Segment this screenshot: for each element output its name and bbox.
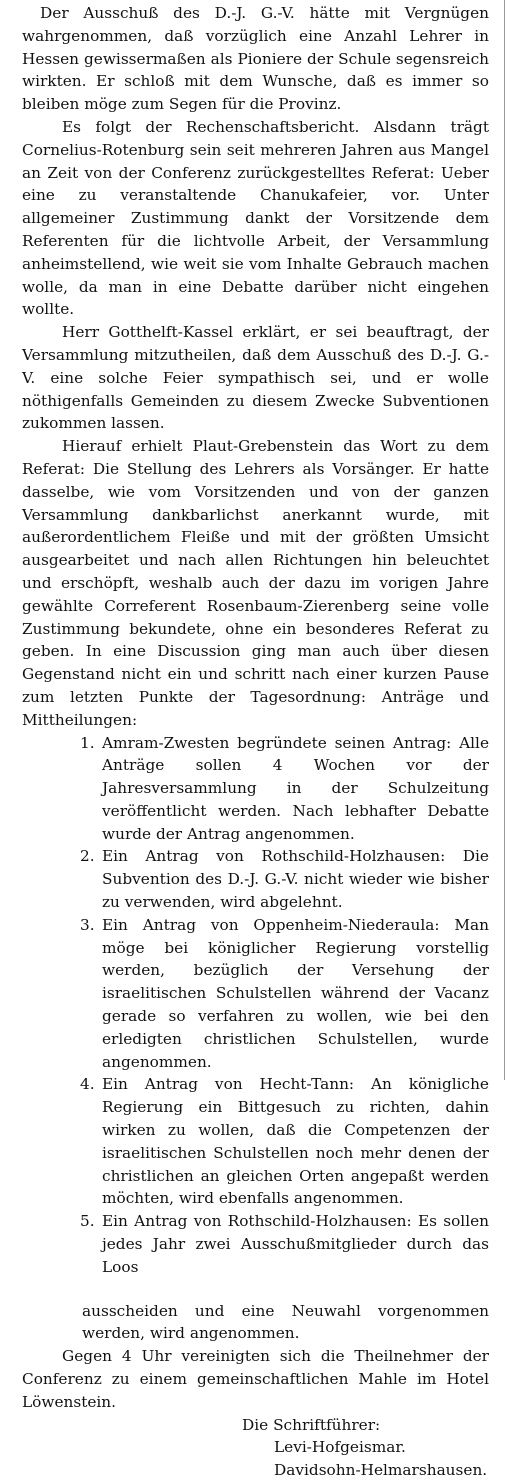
list-item [80, 1210, 489, 1278]
item-5-continuation: ausscheiden und eine Neuwahl vorgenommen werden, wird angenommen. [82, 1301, 489, 1343]
item-number: 2. [80, 847, 95, 866]
column-rule [504, 0, 505, 1080]
item-text: Ein Antrag von Rothschild-Holzhausen: Es sollen jedes Jahr zwei Ausschußmitglieder durch das Loos [102, 1212, 489, 1276]
paragraph-plaut: Hierauf erhielt Plaut-Grebenstein das Wort zu dem Referat: Die Stellung des Lehrers als Vorsänger. Er hatte dasselbe, wie vom Vorsitzenden und von der ganzen Versammlung dankbarlichst anerkannt wurde, mit außerordentlichem Fleiße und mit der größten Umsicht ausgearbeitet und nach allen Richtungen hin beleuchtet und erschöpft, weshalb auch der dazu im vorigen Jahre gewählte Correferent Rosenbaum-Zierenberg seine volle Zustimmung bekundete, ohne ein besonderes Referat zu geben. In eine Discussion ging man auch über diesen Gegenstand nicht ein und schritt nach einer kurzen Pause zum letzten Punkte der Tagesordnung: Anträge und Mittheilungen: [22, 437, 489, 729]
item-number: 5. [80, 1212, 95, 1231]
item-text: Amram-Zwesten begründete seinen Antrag: Alle Anträge sollen 4 Wochen vor der Jahresversammlung in der Schulzeitung veröffentlicht werden. Nach lebhafter Debatte wurde der Antrag angenommen. [102, 733, 489, 843]
list-item [80, 732, 489, 846]
item-text: Ein Antrag von Rothschild-Holzhausen: Die Subvention des D.-J. G.-V. nicht wieder wie bisher zu verwenden, wird abgelehnt. [102, 847, 489, 912]
column-break-gap [22, 1279, 489, 1300]
item-number: 4. [80, 1075, 95, 1094]
list-item [80, 914, 489, 1074]
item-text: Ein Antrag von Oppenheim-Niederaula: Man möge bei königlicher Regierung vorstellig werden, bezüglich der Versehung der israelitischen Schulstellen während der Vacanz gerade so verfahren zu wollen, wie bei den erledigten christlichen Schulstellen, wurde angenommen. [102, 915, 489, 1071]
signature-heading: Die Schriftführer: [242, 1415, 381, 1434]
item-number: 1. [80, 733, 95, 752]
motions-list [22, 732, 489, 1279]
list-item [80, 1073, 489, 1210]
paragraph-closing: Gegen 4 Uhr vereinigten sich die Theilnehmer der Conferenz zu einem gemeinschaftlichen Mahle im Hotel Löwenstein. [22, 1347, 489, 1411]
signature-name: Levi-Hofgeismar. [274, 1438, 406, 1457]
paragraph-report: Es folgt der Rechenschaftsbericht. Alsdann trägt Cornelius-Rotenburg sein seit mehreren Jahren aus Mangel an Zeit von der Conferenz zurückgestelltes Referat: Ueber eine zu veranstaltende Chanukafeier, vor. Unter allgemeiner Zustimmung dankt der Vorsitzende dem Referenten für die lichtvolle Arbeit, der Versammlung anheimstellend, wie weit sie vom Inhalte Gebrauch machen wolle, da man in eine Debatte darüber nicht eingehen wollte. [22, 117, 489, 319]
list-item [80, 845, 489, 913]
item-text: Ein Antrag von Hecht-Tann: An königliche Regierung ein Bittgesuch zu richten, dahin wirken zu wollen, daß die Competenzen der israelitischen Schulstellen noch mehr denen der christlichen an gleichen Orten angepaßt werden möchten, wird ebenfalls angenommen. [102, 1075, 489, 1208]
item-number: 3. [80, 915, 95, 934]
paragraph-gotthelft: Herr Gotthelft-Kassel erklärt, er sei beauftragt, der Versammlung mitzutheilen, daß dem Ausschuß des D.-J. G.-V. eine solche Feier sympathisch sei, und er wolle nöthigenfalls Gemeinden zu diesem Zwecke Subventionen zukommen lassen. [22, 323, 489, 433]
paragraph-committee: Der Ausschuß des D.-J. G.-V. hätte mit Vergnügen wahrgenommen, daß vorzüglich eine Anzahl Lehrer in Hessen gewissermaßen als Pioniere der Schule segensreich wirkten. Er schloß mit dem Wunsche, daß es immer so bleiben möge zum Segen für die Provinz. [22, 4, 489, 114]
signature-name: Davidsohn-Helmarshausen. [274, 1461, 488, 1480]
